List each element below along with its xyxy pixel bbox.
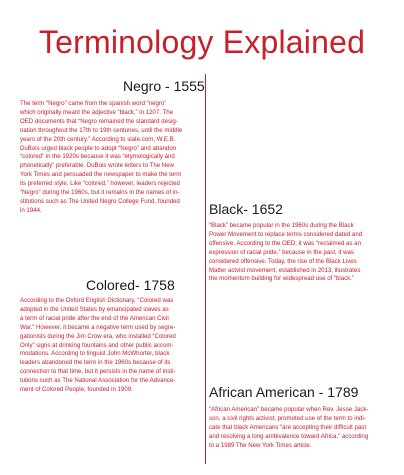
section-heading-colored: Colored- 1758 — [86, 277, 175, 293]
section-body-african-american: “African American” became popular when Rev. Jesse Jack- son, a civil rights activist, promoted use of the term to indi- cate that black Americans “are accepting their difficult past and resolving a long ambivalence toward Africa,” according to a 1989 The New York Times article. — [209, 406, 369, 449]
section-body-negro: The term “Negro” came from the spanish word “negro” which originally meant the adjective “black,” in 1207. The OED documents that “Negro remained the standard desig- nation throughout the 17th to 19th centuries, until the middle years of the 20th century.” According to slate.com, W.E.B. DuBois urged black people to adopt “Negro” and abandon “colored” in the 1920s because it was “etymologically and phonetically” preferable. DuBois wrote letters to The New York Times and persuaded the newspaper to make the term its preferred style. Like “colored,” however, leaders rejected “Negro” during the 1960s, but it remains in the names of in- stitutions such as The United Negro College Fund, founded in 1944. — [20, 100, 183, 214]
section-heading-black: Black- 1652 — [209, 201, 283, 217]
section-body-colored: According to the Oxford English Dictionary, “Colored was adopted in the United States by emancipated slaves as a term of racial pride after the end of the American Civil War.” However, it became a negative term used by segre- gationists during the Jim Crow era, who installed “Colored Only” signs at drinking fountains and other public accom- modations. According to linguist John McWhorter, black leaders abandoned the term in the 1960s because of its connection to that time, but it persists in the name of insti- tutions such as The National Association for the Advance- ment of Colored People, founded in 1909. — [20, 297, 176, 394]
section-body-black: “Black” became popular in the 1960s during the Black Power Movement to replace terms considered dated and offensive. According to the OED, it was “reclaimed as an expression of racial pride,” because in the past, it was considered offensive. Today, the rise of the Black Lives Matter actvist movement, established in 2013, illustrates the momentum building for widespread use of “black.” — [209, 222, 363, 283]
section-heading-african-american: African American - 1789 — [209, 384, 359, 400]
section-heading-negro: Negro - 1555 — [123, 78, 205, 94]
page-title: Terminology Explained — [38, 24, 366, 60]
center-divider — [205, 74, 206, 464]
